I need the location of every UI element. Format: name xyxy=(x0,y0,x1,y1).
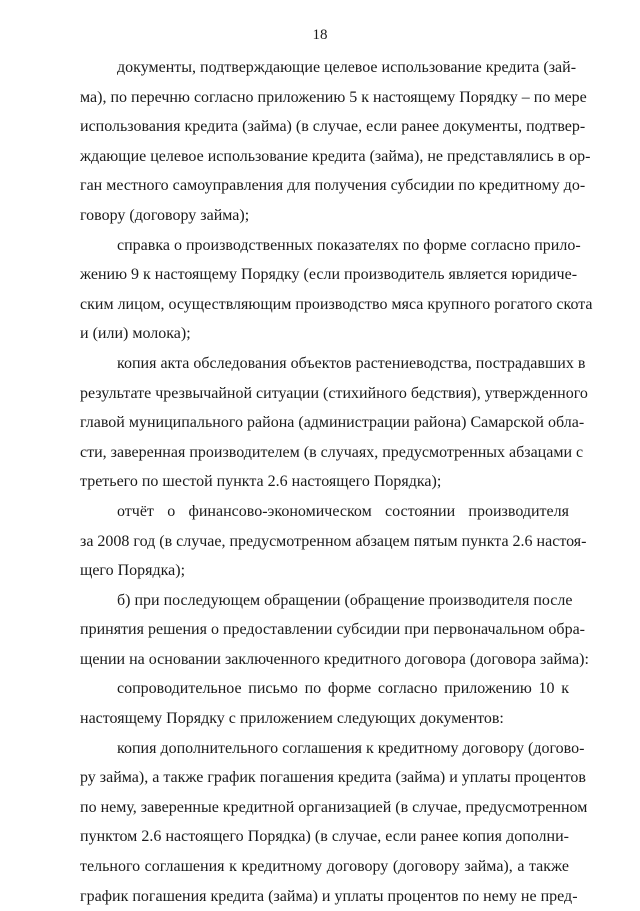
text-line: график погашения кредита (займа) и уплаты процентов по нему не пред- xyxy=(80,887,578,905)
text-line: ским лицом, осуществляющим производство мяса крупного рогатого скота xyxy=(80,295,593,313)
text-line: отчёт о финансово-экономическом состоянии производителя xyxy=(117,502,569,520)
text-line: пунктом 2.6 настоящего Порядка) (в случае, если ранее копия дополни- xyxy=(80,828,569,846)
text-line: ру займа), а также график погашения кредита (займа) и уплаты процентов xyxy=(80,769,586,787)
text-line: по нему, заверенные кредитной организацией (в случае, предусмотренном xyxy=(80,798,588,816)
text-line: ма), по перечню согласно приложению 5 к настоящему Порядку – по мере xyxy=(80,88,587,106)
text-line: жению 9 к настоящему Порядку (если производитель является юридиче- xyxy=(80,266,578,284)
text-line: справка о производственных показателях по форме согласно прило- xyxy=(117,236,581,254)
text-line: принятия решения о предоставлении субсидии при первоначальном обра- xyxy=(80,621,585,639)
document-body xyxy=(80,53,593,911)
text-line: главой муниципального района (администрации района) Самарской обла- xyxy=(80,414,585,432)
text-line: использования кредита (займа) (в случае, если ранее документы, подтвер- xyxy=(80,118,586,136)
text-line: копия дополнительного соглашения к кредитному договору (догово- xyxy=(117,739,585,757)
text-line: говору (договору займа); xyxy=(80,206,250,224)
text-line: ждающие целевое использование кредита (займа), не представлялись в ор- xyxy=(80,147,591,165)
text-line: документы, подтверждающие целевое использование кредита (зай- xyxy=(117,59,577,76)
text-line: сопроводительное письмо по форме согласно приложению 10 к xyxy=(117,680,569,698)
page-number: 18 xyxy=(312,27,328,43)
text-line: настоящему Порядку с приложением следующих документов: xyxy=(80,710,504,728)
text-line: результате чрезвычайной ситуации (стихийного бедствия), утвержденного xyxy=(80,384,588,402)
text-line: третьего по шестой пункта 2.6 настоящего Порядка); xyxy=(80,473,442,491)
text-line: щего Порядка); xyxy=(80,562,186,580)
text-line: тельного соглашения к кредитному договору (договору займа), а также xyxy=(80,858,569,876)
text-line: и (или) молока); xyxy=(80,325,191,343)
text-line: копия акта обследования объектов растениеводства, пострадавших в xyxy=(117,354,586,372)
text-line: б) при последующем обращении (обращение производителя после xyxy=(117,591,573,609)
text-line: ган местного самоуправления для получения субсидии по кредитному до- xyxy=(80,177,586,195)
text-line: за 2008 год (в случае, предусмотренном абзацем пятым пункта 2.6 настоя- xyxy=(80,532,587,550)
text-line: сти, заверенная производителем (в случаях, предусмотренных абзацами с xyxy=(80,443,584,461)
text-line: щении на основании заключенного кредитного договора (договора займа): xyxy=(80,650,589,668)
